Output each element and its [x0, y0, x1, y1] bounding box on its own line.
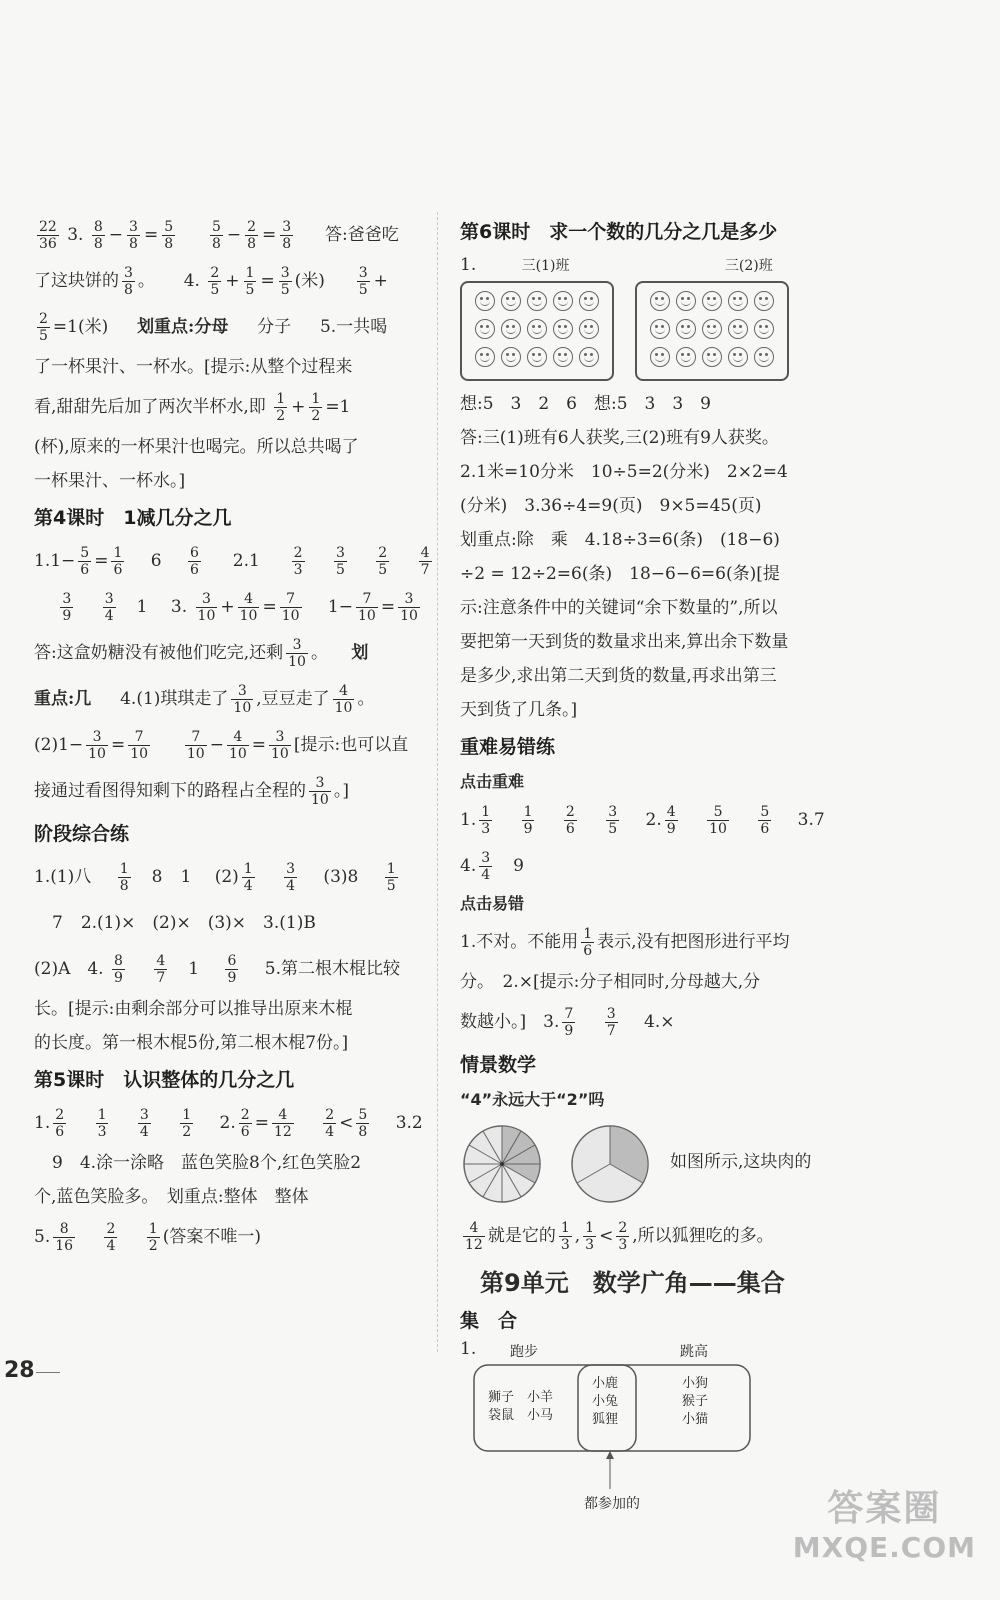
smiley-icon [475, 319, 495, 339]
answer-line: 5. $\frac{8}{16}$ $\frac{2}{4}$ $\frac{1}{2}$ (答案不唯一) [34, 1221, 261, 1254]
answer-line: 了这块饼的 $\frac{3}{8}$ 。 4. $\frac{2}{5}$ + $\frac{1}{5}$ = $\frac{3}{5}$ (米) $\frac{3}{5}$ + [34, 265, 388, 298]
pie-diagrams [460, 1121, 845, 1207]
smiley-icon [527, 347, 547, 367]
smiley-icon [728, 291, 748, 311]
hint-text: 天到货了几条。] [460, 700, 578, 720]
smiley-icon [676, 291, 696, 311]
hint-text: 了一杯果汁、一杯水。[提示:从整个过程来 [34, 357, 353, 377]
hint-text: (杯),原来的一杯果汁也喝完。所以总共喝了 [34, 437, 359, 457]
smiley-icon [676, 319, 696, 339]
pie-12-slices [464, 1126, 540, 1202]
smiley-icon [501, 319, 521, 339]
hint-text: 要把第一天到货的数量求出来,算出余下数量 [460, 632, 789, 652]
smiley-icon [501, 291, 521, 311]
class-1-smiley-box [460, 281, 614, 381]
smiley-icon [754, 319, 774, 339]
smiley-icon [702, 291, 722, 311]
smiley-icon [676, 347, 696, 367]
answer-line: $\frac{3}{9}$ $\frac{3}{4}$ 1 3. $\frac{3}{10}$ + $\frac{4}{10}$ = $\frac{7}{10}$ 1− $\frac{7}{10}$ = $\frac{3}{10}$ [62, 591, 418, 624]
smiley-icon [501, 347, 521, 367]
class-2-smiley-box [635, 281, 789, 381]
hint-text: 长。[提示:由剩余部分可以推导出原来木棍 [34, 999, 353, 1019]
section-heading: 集 合 [460, 1310, 518, 1332]
question-1-header: 1. 三(1)班 三(2)班 [460, 255, 773, 275]
answer-line: (2)1− $\frac{3}{10}$ = $\frac{7}{10}$ $\frac{7}{10}$ − $\frac{4}{10}$ = $\frac{3}{10}$ [提示:也可以直 [34, 729, 409, 762]
class-label: 三(1)班 [521, 258, 570, 274]
venn-middle-items: 小鹿 小兔 狐狸 [592, 1376, 619, 1427]
smiley-icon [650, 347, 670, 367]
hint-text: 示:注意条件中的关键词“余下数量的”,所以 [460, 598, 778, 618]
column-divider [437, 212, 438, 1352]
subsection-heading: 点击重难 [460, 772, 525, 791]
answer-line: 分。 2.×[提示:分子相同时,分母越大,分 [460, 972, 761, 992]
section-heading: 情景数学 [460, 1054, 537, 1076]
smiley-icon [702, 319, 722, 339]
smiley-icon [475, 347, 495, 367]
subsection-heading: 点击易错 [460, 894, 525, 913]
answer-line: 想:5 3 2 6 想:5 3 3 9 [460, 394, 711, 414]
smiley-icon [650, 291, 670, 311]
answer-line: 1. $\frac{2}{6}$ $\frac{1}{3}$ $\frac{3}{4}$ $\frac{1}{2}$ 2. $\frac{2}{6}$ = $\frac{4}{12}$ $\frac{2}{4}$ < $\frac{5}{8}$ 3.2 [34, 1107, 423, 1140]
class-label: 三(2)班 [724, 258, 773, 274]
smiley-icon [579, 347, 599, 367]
lesson-heading: 第6课时 求一个数的几分之几是多少 [460, 221, 778, 243]
answer-line: (2)A 4. $\frac{8}{9}$ $\frac{4}{7}$ 1 $\frac{6}{9}$ 5.第二根木棍比较 [34, 953, 401, 986]
venn-both-label: 都参加的 [584, 1496, 640, 1512]
watermark [793, 1480, 976, 1564]
smiley-icon [754, 291, 774, 311]
answer-line: 7 2.(1)× (2)× (3)× 3.(1)B [52, 913, 316, 933]
answer-line: $\frac{22}{36}$ 3. $\frac{8}{8}$ − $\frac{3}{8}$ = $\frac{5}{8}$ $\frac{5}{8}$ − $\frac{2}{8}$ = $\frac{3}{8}$ 答:爸爸吃 [39, 219, 399, 252]
answer-line: 划重点:除 乘 4.18÷3=6(条) (18−6) [460, 530, 780, 550]
venn-label-jump: 跳高 [680, 1344, 708, 1360]
page-number: 28 [4, 1358, 35, 1383]
venn-svg [460, 1339, 760, 1519]
answer-line: (分米) 3.36÷4=9(页) 9×5=45(页) [460, 496, 762, 516]
answer-line: $\frac{4}{12}$ 就是它的 $\frac{1}{3}$ , $\frac{1}{3}$ < $\frac{2}{3}$ ,所以狐狸吃的多。 [465, 1220, 774, 1253]
smiley-icon [553, 291, 573, 311]
hint-text: 看,甜甜先后加了两次半杯水,即 $\frac{1}{2}$ + $\frac{1}{2}$ =1 [34, 391, 351, 424]
hint-text: 一杯果汁、一杯水。] [34, 471, 186, 491]
answer-line: 数越小。] 3. $\frac{7}{9}$ $\frac{3}{7}$ 4.× [460, 1006, 675, 1039]
smiley-diagram [460, 281, 845, 381]
smiley-icon [728, 319, 748, 339]
arrow-up-icon [606, 1451, 614, 1459]
answer-line: 答:三(1)班有6人获奖,三(2)班有9人获奖。 [460, 428, 779, 448]
pie-description: 如图所示,这块肉的 [670, 1152, 812, 1172]
section-heading: 阶段综合练 [34, 823, 130, 845]
unit-heading: 第9单元 数学广角——集合 [480, 1269, 785, 1297]
answer-line: 9 4.涂一涂略 蓝色笑脸8个,红色笑脸2 [52, 1153, 362, 1173]
scene-question: “4”永远大于“2”吗 [460, 1090, 605, 1109]
watermark-logo: 答案圈 [827, 1488, 942, 1529]
smiley-icon [728, 347, 748, 367]
lesson-heading: 第5课时 认识整体的几分之几 [34, 1069, 295, 1091]
answer-line: 1.(1)八 $\frac{1}{8}$ 8 1 (2) $\frac{1}{4}$ $\frac{3}{4}$ (3)8 $\frac{1}{5}$ [34, 861, 396, 894]
smiley-icon [553, 347, 573, 367]
hint-text: 接通过看图得知剩下的路程占全程的 $\frac{3}{10}$ 。] [34, 775, 349, 808]
answer-line: 1. $\frac{1}{3}$ $\frac{1}{9}$ $\frac{2}{6}$ $\frac{3}{5}$ 2. $\frac{4}{9}$ $\frac{5}{10}$ $\frac{5}{6}$ 3.7 [460, 804, 825, 837]
smiley-icon [650, 319, 670, 339]
hint-text: 是多少,求出第二天到货的数量,再求出第三 [460, 666, 777, 686]
smiley-icon [527, 319, 547, 339]
section-heading: 重难易错练 [460, 736, 556, 758]
answer-line: 4. $\frac{3}{4}$ 9 [460, 850, 524, 883]
venn-left-items: 狮子 小羊 袋鼠 小马 [488, 1390, 554, 1423]
lesson-heading: 第4课时 1减几分之几 [34, 507, 232, 529]
answer-line: $\frac{2}{5}$ =1(米) 划重点:分母 分子 5.一共喝 [39, 311, 388, 344]
answer-line: 个,蓝色笑脸多。 划重点:整体 整体 [34, 1187, 309, 1207]
venn-right-items: 小狗 猴子 小猫 [682, 1376, 709, 1427]
pie-charts-svg [460, 1121, 660, 1207]
hint-text: 的长度。第一根木棍5份,第二根木棍7份。] [34, 1033, 349, 1053]
right-column [460, 212, 845, 1519]
smiley-icon [754, 347, 774, 367]
page-number-rule [36, 1372, 60, 1373]
smiley-icon [702, 347, 722, 367]
watermark-url: MXQE.COM [792, 1531, 976, 1564]
answer-line: 答:这盒奶糖没有被他们吃完,还剩 $\frac{3}{10}$ 。 划 [34, 637, 369, 670]
smiley-icon [553, 319, 573, 339]
left-column [34, 212, 429, 1260]
fraction: $\frac{22}{36}$ [39, 219, 57, 252]
pie-3-slices [572, 1126, 648, 1202]
venn-label-run: 跑步 [510, 1344, 538, 1360]
answer-line: 2.1米=10分米 10÷5=2(分米) 2×2=4 [460, 462, 788, 482]
answer-line: 重点:几 4.(1)琪琪走了 $\frac{3}{10}$ ,豆豆走了 $\frac{4}{10}$ 。 [34, 683, 375, 716]
smiley-icon [579, 319, 599, 339]
venn-diagram: 1. 跑步 跳高 狮子 小羊 袋鼠 小马 小鹿 小兔 狐狸 小狗 猴子 小猫 都参加的 [460, 1339, 760, 1519]
answer-line: 1.不对。不能用 $\frac{1}{6}$ 表示,没有把图形进行平均 [460, 926, 790, 959]
smiley-icon [475, 291, 495, 311]
smiley-icon [579, 291, 599, 311]
smiley-icon [527, 291, 547, 311]
answer-line: 1.1− $\frac{5}{6}$ = $\frac{1}{6}$ 6 $\frac{6}{6}$ 2.1 $\frac{2}{3}$ $\frac{3}{5}$ $\frac{2}{5}$ $\frac{4}{7}$ [34, 545, 430, 578]
answer-line: ÷2 = 12÷2=6(条) 18−6−6=6(条)[提 [460, 564, 780, 584]
